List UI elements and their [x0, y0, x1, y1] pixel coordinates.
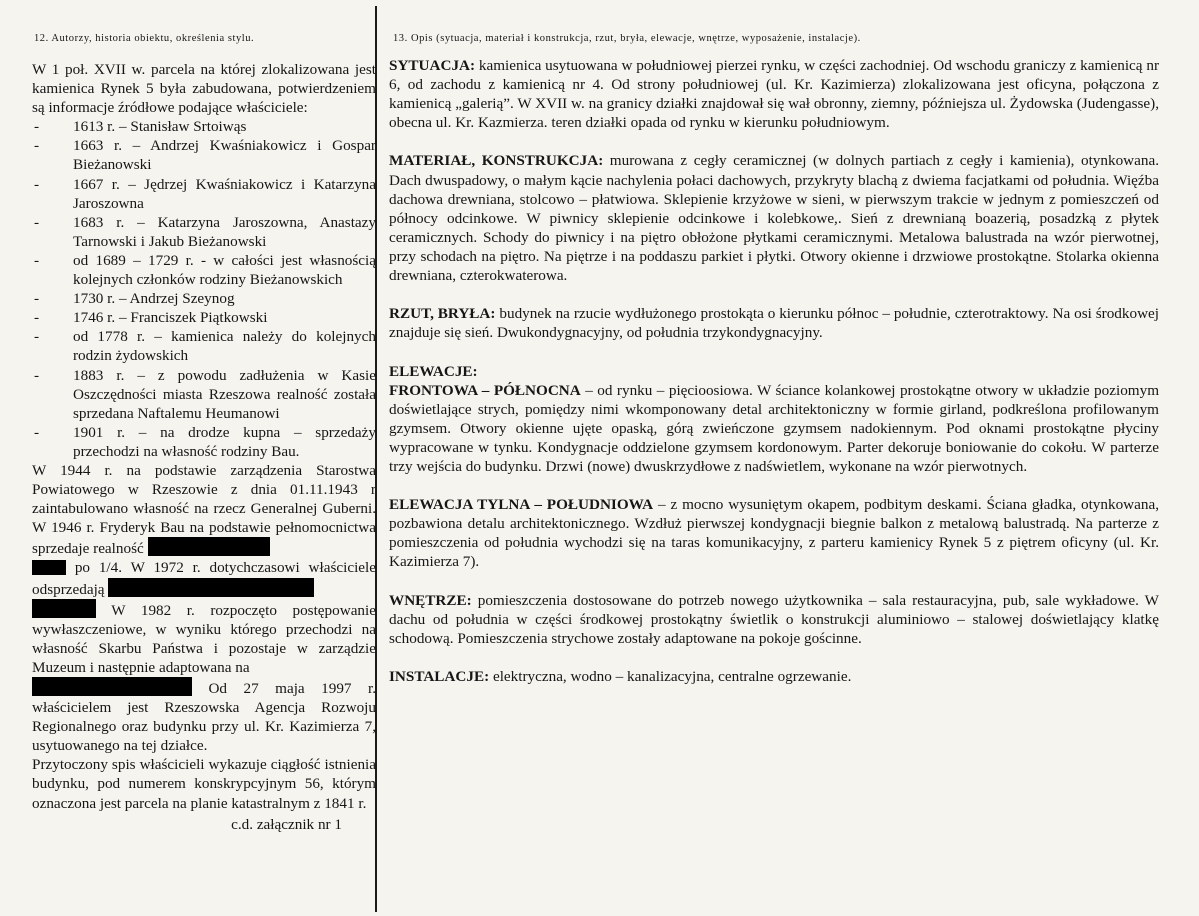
instalacje-text: elektryczna, wodno – kanalizacyjna, centralne ogrzewanie. [492, 668, 852, 685]
redaction-bar [108, 578, 314, 597]
front-elevation-label: FRONTOWA – PÓŁNOCNA [389, 381, 581, 399]
owner-entry: - 1683 r. – Katarzyna Jaroszowna, Anastazy Tarnowski i Jakub Bieżanowski [32, 213, 376, 251]
material-text: murowana z cegły ceramicznej (w dolnych partiach z cegły i kamienia), otynkowana. Dach dwuspadowy, o małym kącie nachylenia połaci dachowych, przykryty blachą z dwiema facjatkami od południa. Więźba dachowa drewniana, stolcowo – płatwiowa. Sklepienie krzyżowe w sieni, w pierwszym trakcie w jednym z pomieszczeń od północy odcinkowe. W piwnicy sklepienie odcinkowe i kolebkowe,. Sień z drewnianą boazerią, posadzką z płytek ceramicznych. Schody do piwnicy i na piętro obłożone płytkami ceramicznymi. Metalowa balustrada na wzór pierwotnej, przy schodach na piętro. Na piętrze i na poddaszu parkiet i płytki. Otwory okienne i drzwiowe prostokątne. Stolarka okienna drewniana, czterokwaterowa. [389, 152, 1160, 285]
history-intro: W 1 poł. XVII w. parcela na której zlokalizowana jest kamienica Rynek 5 była zabudowana, potwierdzeniem są informacje źródłowe podające właściciele: [32, 61, 376, 117]
section-12-heading: 12. Autorzy, historia obiektu, określenia stylu. [34, 33, 255, 44]
history-text: W 1982 r. rozpoczęto postępowanie wywłaszczeniowe, w wyniku którego przechodzi na własność Skarbu Państwa i pozostaje w zarządzie Muzeum i następnie adaptowana na [32, 601, 376, 676]
section-sytuacja [389, 56, 1159, 132]
owners-list [32, 117, 376, 461]
section-elewacje [389, 362, 1159, 477]
continuation-note: c.d. załącznik nr 1 [231, 815, 342, 833]
owner-entry: - 1730 r. – Andrzej Szeynog [32, 289, 376, 308]
history-text: W 1944 r. na podstawie zarządzenia Starostwa Powiatowego w Rzeszowie z dnia 01.11.1943 r zaintabulowano własność na rzecz Generalnej Guberni. W 1946 r. Fryderyk Bau na podstawie pełnomocnictwa sprzedaje realność [32, 461, 376, 558]
instalacje-label: INSTALACJE: [389, 668, 490, 685]
history-summary: Przytoczony spis właścicieli wykazuje ciągłość istnienia budynku, pod numerem konskrypcyjnym 56, którym oznaczona jest parcela na planie katastralnym z 1841 r. [32, 756, 376, 812]
owner-entry: - 1663 r. – Andrzej Kwaśniakowicz i Gospar Bieżanowski [32, 136, 376, 174]
redaction-bar [148, 537, 270, 556]
section-material [389, 151, 1159, 285]
history-text: po 1/4. W 1972 r. dotychczasowi właściciele odsprzedają [32, 559, 377, 598]
history-column [32, 60, 376, 834]
section-tylna [389, 495, 1159, 571]
wnetrze-text: pomieszczenia dostosowane do potrzeb nowego użytkownika – sala restauracyjna, pub, sale wykładowe. W dachu od południa w części środkowej prostokątny świetlik o konstrukcji aluminiowo – stalowej doświetlający klatkę schodową. Pomieszczenia strychowe zostały adaptowane na pokoje gościnne. [389, 591, 1160, 647]
owner-entry: - od 1778 r. – kamienica należy do kolejnych rodzin żydowskich [32, 327, 376, 365]
section-wnetrze [389, 591, 1159, 648]
section-rzut [389, 304, 1159, 342]
description-column [389, 56, 1159, 705]
owner-entry: - 1746 r. – Franciszek Piątkowski [32, 308, 376, 327]
redaction-bar [32, 599, 96, 618]
owner-entry: - od 1689 – 1729 r. - w całości jest własnością kolejnych członków rodziny Bieżanowskich [32, 251, 376, 289]
material-label: MATERIAŁ, KONSTRUKCJA: [389, 152, 604, 170]
front-elevation-text: – od rynku – pięcioosiowa. W ściance kolankowej prostokątne otwory w układzie poziomym doświetlające strych, pomiędzy nimi wkomponowany detal architektoniczny w formie girland, podkreślona profilowanym gzymsem. Otwory okienne ujęte opaską, górą zwieńczone gzymsem nadokiennym. Pod oknami prostokątne płyciny wypracowane w tynku. Kondygnacje oddzielone gzymsem kordonowym. Parter dekoruje boniowanie do cokołu. W parterze trzy wejścia do budynku. Drzwi (nowe) dwuskrzydłowe z nadświetlem, wykonane na wzór pierwotnych. [389, 381, 1160, 475]
redaction-bar [32, 560, 66, 575]
wnetrze-label: WNĘTRZE: [389, 591, 472, 609]
sytuacja-label: SYTUACJA: [389, 57, 476, 74]
rear-elevation-label: ELEWACJA TYLNA – POŁUDNIOWA [389, 496, 654, 514]
owner-entry: - 1613 r. – Stanisław Srtoiwąs [32, 117, 376, 136]
sytuacja-text: kamienica usytuowana w południowej pierzei rynku, w części zachodniej. Od wschodu graniczy z kamienicą nr 6, od zachodu z kamienicą nr 4. Od strony południowej (ul. Kr. Kazimierza) zlokalizowana jest oficyna, połączona z kamienicą „galerią”. W XVII w. na granicy działki znajdował się wał obronny, ziemny, późniejsza ul. Żydowska (Judengasse), obecna ul. Kr. Kazmierza. teren działki opada od rynku w kierunku południowym. [389, 57, 1160, 132]
section-instalacje [389, 667, 1159, 686]
owner-entry: - 1901 r. – na drodze kupna – sprzedaży przechodzi na własność rodziny Bau. [32, 423, 376, 461]
redaction-bar [32, 677, 192, 696]
rear-elevation-text: – z mocno wysuniętym okapem, podbitym deskami. Ściana gładka, otynkowana, pozbawiona detalu architektonicznego. Wzdłuż pierwszej kondygnacji biegnie balkon z metalową balustradą. Na parterze z pomieszczenia od południa wychodzi się na taras komunikacyjny, z parteru kamienicy Rynek 5 z piętrem oficyny (ul. Kr. Kazimierza 7). [389, 496, 1160, 571]
owner-entry: - 1667 r. – Jędrzej Kwaśniakowicz i Katarzyna Jaroszowna [32, 175, 376, 213]
section-13-heading: 13. Opis (sytuacja, materiał i konstrukcja, rzut, bryła, elewacje, wnętrze, wyposażenie, instalacje). [393, 33, 861, 44]
rzut-text: budynek na rzucie wydłużonego prostokąta o kierunku północ – południe, czterotraktowy. Na osi środkowej znajduje się sień. Dwukondygnacyjny, od południa trzykondygnacyjny. [389, 305, 1160, 342]
rzut-label: RZUT, BRYŁA: [389, 305, 496, 323]
history-text: Od 27 maja 1997 r. właścicielem jest Rzeszowska Agencja Rozwoju Regionalnego oraz budynku przy ul. Kr. Kazimierza 7, usytuowanego na tej działce. [32, 680, 376, 755]
history-paragraph [32, 461, 376, 755]
owner-entry: - 1883 r. – z powodu zadłużenia w Kasie Oszczędności miasta Rzeszowa realność została sprzedana Naftalemu Heumanowi [32, 366, 376, 423]
elewacje-label: ELEWACJE: [389, 362, 478, 380]
